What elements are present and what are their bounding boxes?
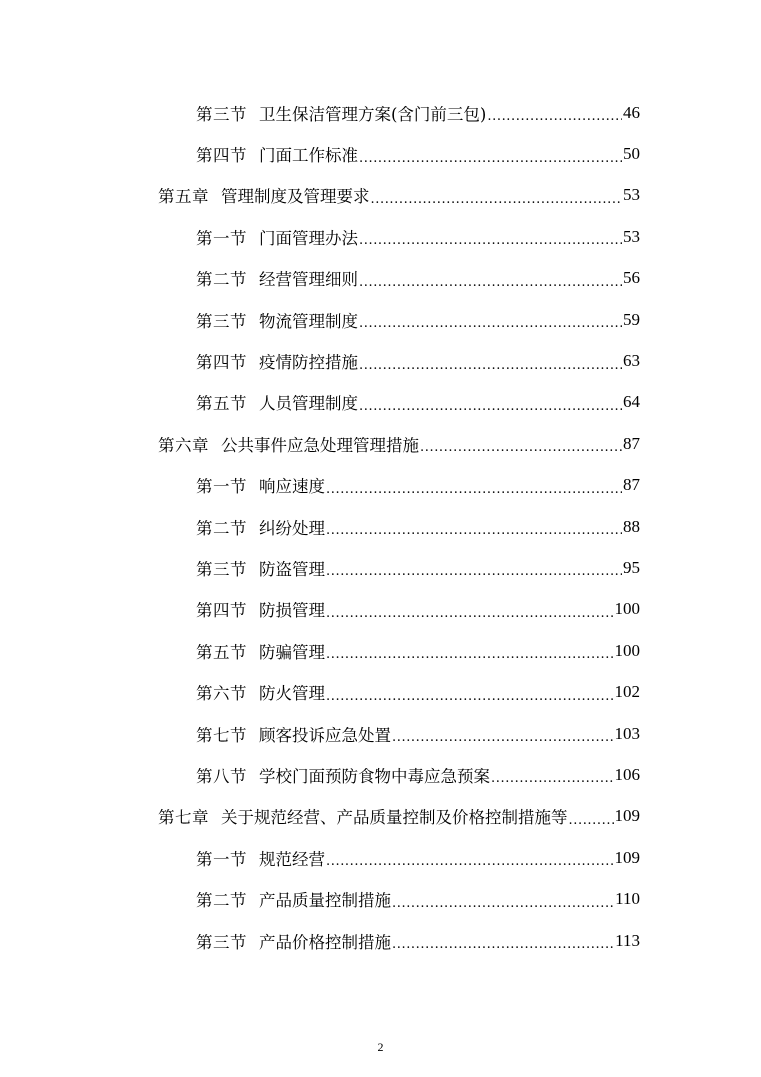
toc-entry-page: 95 xyxy=(623,557,640,577)
toc-section-entry[interactable] xyxy=(0,258,640,299)
toc-entry-title: 公共事件应急处理管理措施 xyxy=(221,435,419,455)
toc-entry-number: 第五节 xyxy=(196,642,247,662)
toc-entry-number: 第五节 xyxy=(196,394,247,414)
toc-entry-number: 第五章 xyxy=(158,187,209,207)
toc-entry-number: 第一节 xyxy=(196,849,247,869)
toc-entry-title: 纠纷处理 xyxy=(259,518,325,538)
toc-entry-number: 第七章 xyxy=(158,808,209,828)
toc-entry-number: 第八节 xyxy=(196,766,247,786)
dot-leader xyxy=(371,188,623,207)
toc-entry-title: 管理制度及管理要求 xyxy=(221,187,370,207)
dot-leader xyxy=(569,809,614,828)
dot-leader xyxy=(326,685,614,704)
toc-entry-page: 87 xyxy=(623,475,640,495)
toc-section-entry[interactable] xyxy=(0,299,640,340)
toc-entry-page: 109 xyxy=(614,847,640,867)
toc-entry-number: 第三节 xyxy=(196,104,247,124)
toc-section-entry[interactable] xyxy=(0,878,640,919)
toc-chapter-entry[interactable] xyxy=(0,175,640,216)
toc-section-entry[interactable] xyxy=(0,216,640,257)
toc-entry-page: 87 xyxy=(623,433,640,453)
toc-section-entry[interactable] xyxy=(0,920,640,961)
dot-leader xyxy=(326,560,622,579)
dot-leader xyxy=(326,643,614,662)
toc-entry-title: 防损管理 xyxy=(259,601,325,621)
toc-entry-page: 50 xyxy=(623,144,640,164)
toc-entry-page: 100 xyxy=(614,599,640,619)
toc-section-entry[interactable] xyxy=(0,754,640,795)
toc-entry-title: 规范经营 xyxy=(259,849,325,869)
toc-entry-title: 物流管理制度 xyxy=(259,311,358,331)
toc-entry-number: 第七节 xyxy=(196,725,247,745)
toc-section-entry[interactable] xyxy=(0,630,640,671)
toc-entry-title: 产品质量控制措施 xyxy=(259,891,391,911)
toc-entry-page: 100 xyxy=(614,640,640,660)
toc-entry-title: 防火管理 xyxy=(259,684,325,704)
toc-entry-number: 第四节 xyxy=(196,353,247,373)
dot-leader xyxy=(359,229,622,248)
toc-chapter-entry[interactable] xyxy=(0,796,640,837)
toc-entry-title: 经营管理细则 xyxy=(259,270,358,290)
toc-section-entry[interactable] xyxy=(0,671,640,712)
dot-leader xyxy=(392,892,614,911)
toc-entry-number: 第二节 xyxy=(196,518,247,538)
toc-section-entry[interactable] xyxy=(0,382,640,423)
toc-chapter-entry[interactable] xyxy=(0,423,640,464)
dot-leader xyxy=(392,726,614,745)
toc-section-entry[interactable] xyxy=(0,547,640,588)
toc-entry-number: 第六节 xyxy=(196,684,247,704)
toc-section-entry[interactable] xyxy=(0,506,640,547)
toc-section-entry[interactable] xyxy=(0,133,640,174)
toc-section-entry[interactable] xyxy=(0,713,640,754)
toc-entry-page: 59 xyxy=(623,309,640,329)
toc-entry-number: 第一节 xyxy=(196,477,247,497)
toc-entry-title: 顾客投诉应急处置 xyxy=(259,725,391,745)
dot-leader xyxy=(326,602,614,621)
dot-leader xyxy=(420,436,622,455)
toc-entry-number: 第三节 xyxy=(196,559,247,579)
toc-entry-page: 103 xyxy=(614,723,640,743)
dot-leader xyxy=(326,850,614,869)
dot-leader xyxy=(359,395,622,414)
toc-entry-title: 人员管理制度 xyxy=(259,394,358,414)
toc-entry-number: 第二节 xyxy=(196,891,247,911)
toc-section-entry[interactable] xyxy=(0,589,640,630)
toc-entry-title: 响应速度 xyxy=(259,477,325,497)
dot-leader xyxy=(491,767,614,786)
toc-entry-page: 88 xyxy=(623,516,640,536)
toc-entry-number: 第一节 xyxy=(196,228,247,248)
toc-entry-title: 防骗管理 xyxy=(259,642,325,662)
toc-entry-title: 门面工作标准 xyxy=(259,146,358,166)
toc-entry-title: 门面管理办法 xyxy=(259,228,358,248)
toc-entry-title: 学校门面预防食物中毒应急预案 xyxy=(259,766,490,786)
dot-leader xyxy=(392,933,614,952)
dot-leader xyxy=(359,354,622,373)
dot-leader xyxy=(326,478,622,497)
dot-leader xyxy=(326,519,622,538)
toc-entry-number: 第六章 xyxy=(158,435,209,455)
page-number: 2 xyxy=(377,1040,384,1054)
dot-leader xyxy=(359,271,622,290)
toc-entry-page: 109 xyxy=(614,806,640,826)
dot-leader xyxy=(487,105,622,124)
toc-section-entry[interactable] xyxy=(0,92,640,133)
toc-entry-page: 110 xyxy=(615,889,640,909)
toc-entry-page: 63 xyxy=(623,351,640,371)
toc-entry-page: 56 xyxy=(623,268,640,288)
dot-leader xyxy=(359,312,622,331)
toc-section-entry[interactable] xyxy=(0,340,640,381)
toc-entry-number: 第三节 xyxy=(196,932,247,952)
toc-entry-title: 防盗管理 xyxy=(259,559,325,579)
toc-entry-number: 第四节 xyxy=(196,146,247,166)
toc-section-entry[interactable] xyxy=(0,837,640,878)
toc-entry-page: 53 xyxy=(623,226,640,246)
dot-leader xyxy=(359,147,622,166)
toc-entry-number: 第二节 xyxy=(196,270,247,290)
toc-entry-page: 113 xyxy=(615,930,640,950)
toc-entry-page: 46 xyxy=(623,102,640,122)
toc-entry-page: 53 xyxy=(623,185,640,205)
toc-entry-number: 第三节 xyxy=(196,311,247,331)
toc-entry-number: 第四节 xyxy=(196,601,247,621)
toc-entry-title: 疫情防控措施 xyxy=(259,353,358,373)
toc-entry-page: 64 xyxy=(623,392,640,412)
toc-entry-title: 卫生保洁管理方案(含门前三包) xyxy=(259,104,487,124)
table-of-contents xyxy=(0,92,761,961)
toc-entry-title: 关于规范经营、产品质量控制及价格控制措施等 xyxy=(221,808,568,828)
toc-section-entry[interactable] xyxy=(0,465,640,506)
toc-entry-title: 产品价格控制措施 xyxy=(259,932,391,952)
toc-entry-page: 106 xyxy=(614,764,640,784)
toc-entry-page: 102 xyxy=(614,682,640,702)
